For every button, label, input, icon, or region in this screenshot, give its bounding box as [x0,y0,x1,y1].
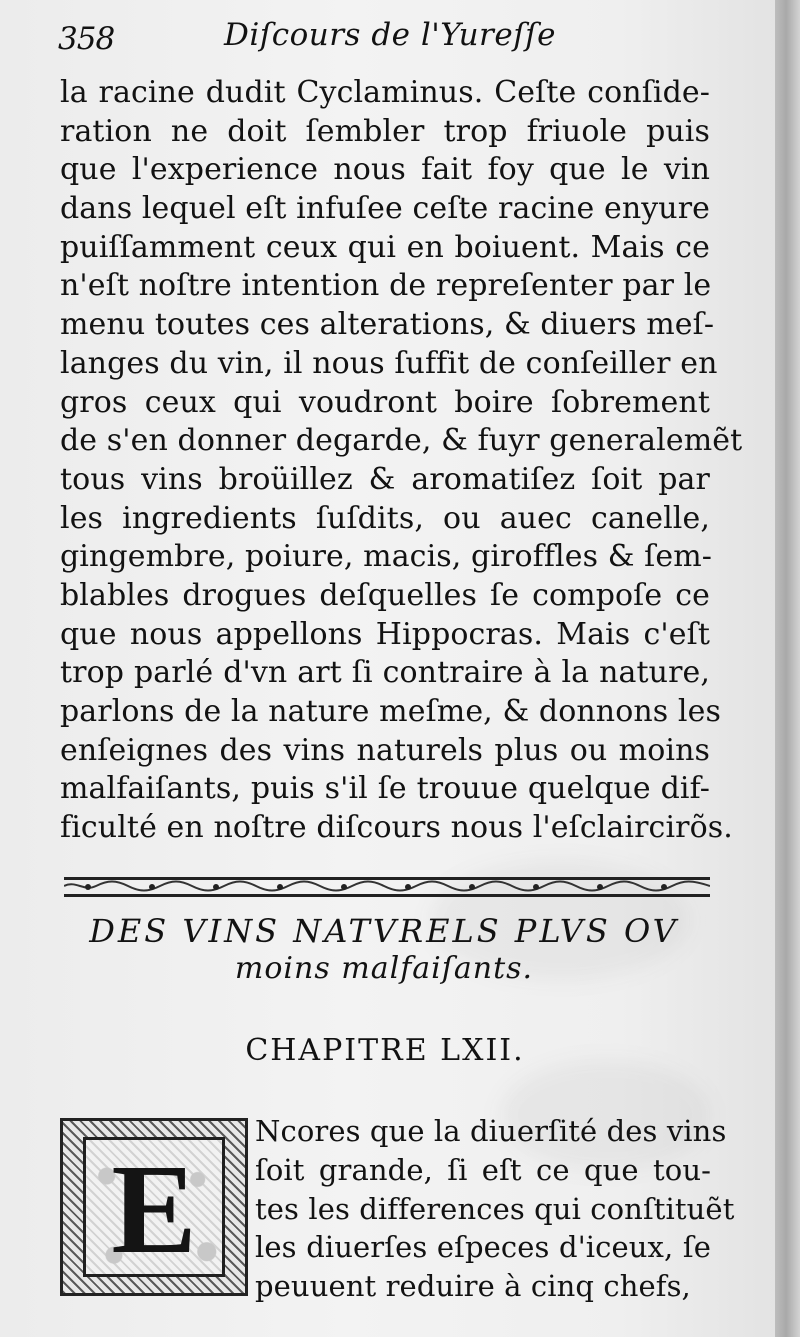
chapter-opening-line: Ncores que la diuerſité des vins [255,1114,727,1148]
body-line: parlons de la nature meſme, & donnons les [60,694,721,729]
body-line: les ingredients ſuſdits, ou auec canelle, [60,500,710,536]
body-line: gros ceux qui voudront boire ſobrement [60,384,710,420]
body-line: ration ne doit ſembler trop friuole puis [60,113,710,149]
ornamental-divider [64,874,710,900]
chapter-heading: CHAPITRE LXII. [245,1033,525,1068]
body-line: ficulté en noſtre diſcours nous l'eſclaircirõs. [60,810,733,846]
body-line: trop parlé d'vn art ſi contraire à la nature, [60,655,710,691]
body-line: langes du vin, il nous ſuffit de conſeiller en [60,345,718,381]
body-line: n'eſt noſtre intention de repreſenter par le [60,268,712,304]
section-title-line-2: moins malfaiſants. [234,951,534,986]
body-line: gingembre, poiure, macis, giroffles & ſem- [60,539,713,575]
running-title: Diſcours de l'Yureſſe [224,17,556,53]
body-line: menu toutes ces alterations, & diuers meſ- [60,307,715,343]
decorated-initial-panel [83,1137,225,1280]
body-line: la racine dudit Cyclaminus. Ceſte conſide- [60,75,710,110]
body-line: dans lequel eſt infuſee ceſte racine enyure [60,191,711,227]
body-line: blables drogues deſquelles ſe compoſe ce [60,577,710,613]
body-line: que l'experience nous fait foy que le vin [60,152,710,188]
section-title-line-1: DES VINS NATVRELS PLVS OV [89,912,679,950]
body-line: que nous appellons Hippocras. Mais c'eſt [60,616,710,652]
chapter-opening-line: ſoit grande, ſi eſt ce que tou- [255,1152,711,1187]
book-gutter-shadow [775,0,800,1337]
body-line: de s'en donner degarde, & fuyr generalemẽt [60,423,743,459]
body-text [60,74,743,848]
section-title [58,912,710,988]
body-line: puiſſamment ceux qui en boiuent. Mais ce [60,229,710,265]
running-head [58,10,708,62]
chapter-opening-line: peuuent reduire à cinq chefs, [255,1269,691,1304]
body-line: enſeignes des vins naturels plus ou moins [60,732,710,768]
decorated-initial [60,1118,248,1296]
drop-cap-letter: E [111,1138,197,1280]
body-line: tous vins broüillez & aromatiſez ſoit par [60,461,710,497]
chapter-opening-line: les diuerſes eſpeces d'iceux, ſe [255,1230,711,1265]
chapter-opening-line: tes les differences qui conſtituẽt [255,1191,735,1226]
chapter-opening-text [255,1112,735,1306]
page-number: 358 [58,21,115,57]
body-line: malfaiſants, puis s'il ſe trouue quelque dif- [60,771,710,807]
